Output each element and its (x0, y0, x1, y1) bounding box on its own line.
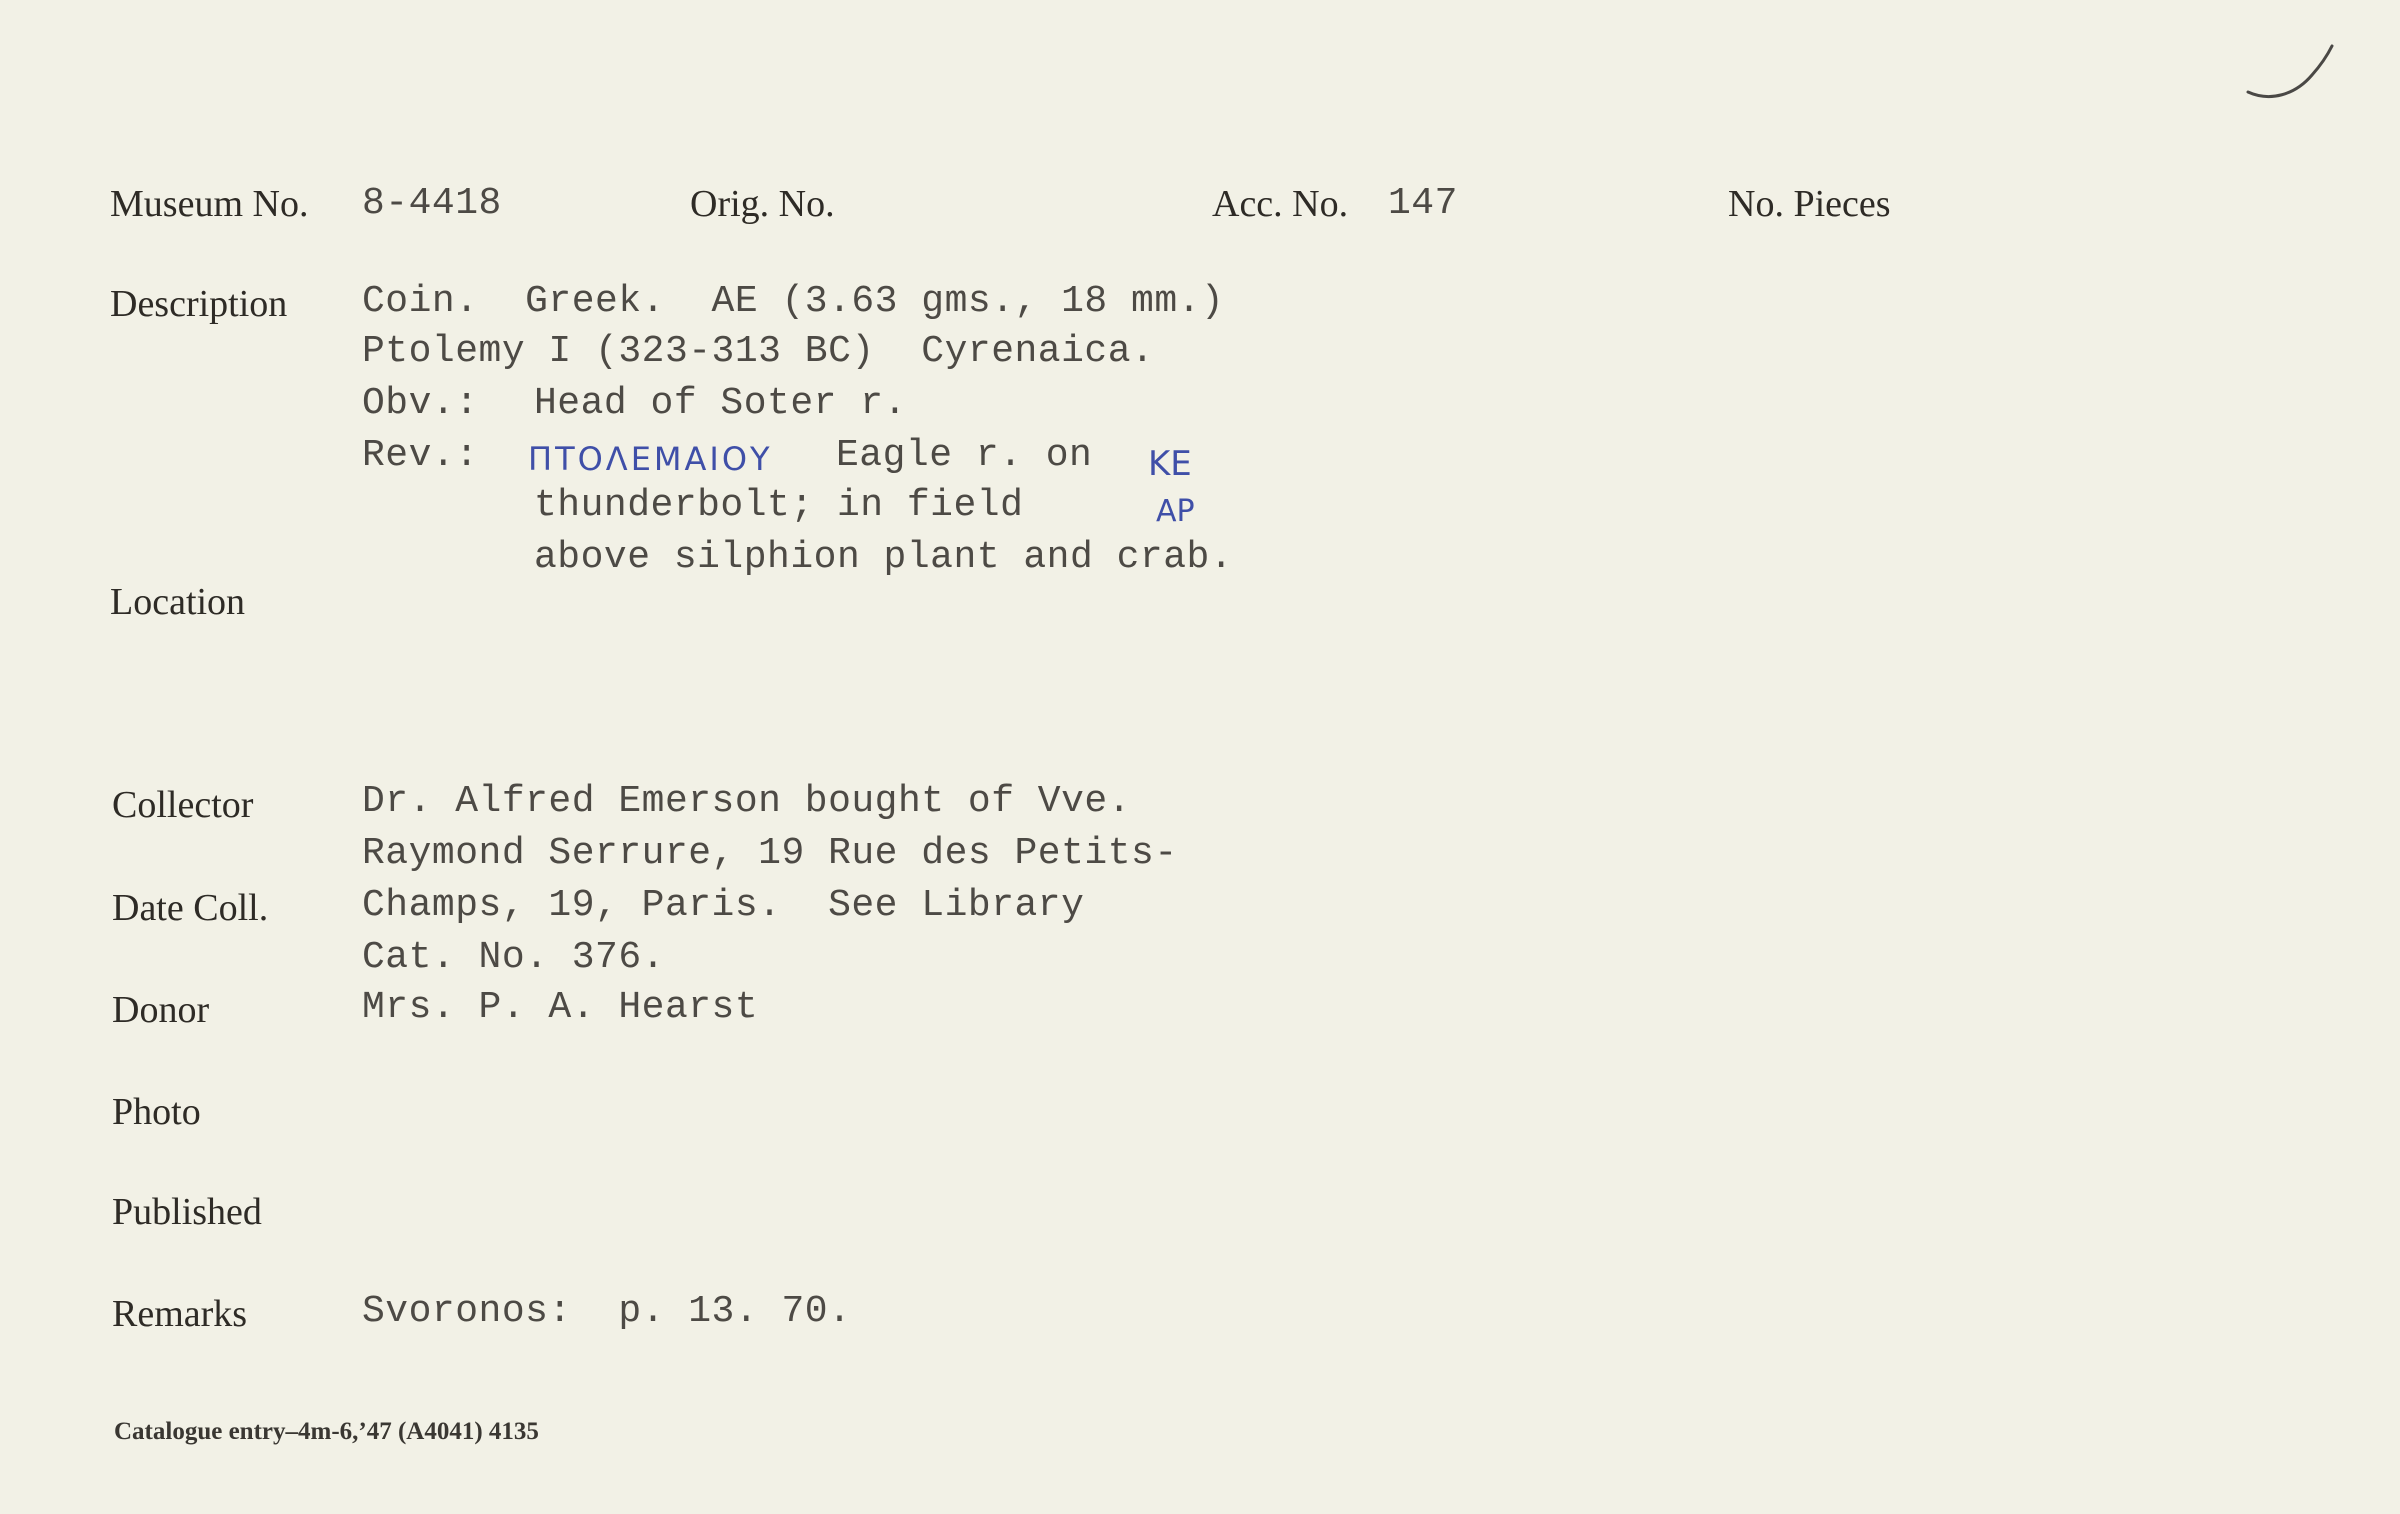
no-pieces-label: No. Pieces (1728, 183, 1891, 225)
photo-label: Photo (112, 1091, 201, 1133)
collector-line-2: Raymond Serrure, 19 Rue des Petits- (362, 832, 1178, 875)
published-label: Published (112, 1191, 262, 1233)
collector-line-1: Dr. Alfred Emerson bought of Vve. (362, 780, 1132, 823)
acc-no-value: 147 (1388, 182, 1458, 225)
greek-legend: ΠΤΟΛΕΜΑΙΟΥ (528, 440, 773, 478)
monogram-1: ΚΕ (1148, 444, 1192, 484)
reverse-prefix: Rev.: (362, 434, 479, 477)
location-label: Location (110, 581, 246, 623)
collector-label: Collector (112, 784, 254, 826)
date-coll-label: Date Coll. (112, 887, 269, 929)
description-label: Description (110, 283, 288, 325)
acc-no-label: Acc. No. (1212, 183, 1349, 225)
orig-no-label: Orig. No. (690, 183, 835, 225)
reverse-line-2: thunderbolt; in field (534, 484, 1024, 527)
check-mark-icon (2240, 40, 2340, 110)
remarks-value: Svoronos: p. 13. 70. (362, 1290, 852, 1333)
collector-line-3: Champs, 19, Paris. See Library (362, 884, 1085, 927)
monogram-2: ΑΡ (1156, 494, 1195, 529)
donor-value: Mrs. P. A. Hearst (362, 986, 759, 1029)
remarks-label: Remarks (112, 1293, 248, 1335)
reverse-text: Eagle r. on (836, 434, 1093, 477)
catalogue-footer: Catalogue entry–4m-6,’47 (A4041) 4135 (114, 1418, 539, 1445)
obverse-prefix: Obv.: (362, 382, 479, 425)
museum-no-value: 8-4418 (362, 182, 502, 225)
museum-no-label: Museum No. (110, 183, 309, 225)
donor-label: Donor (112, 989, 210, 1031)
reverse-line-3: above silphion plant and crab. (534, 536, 1234, 579)
obverse-text: Head of Soter r. (534, 382, 907, 425)
description-line-2: Ptolemy I (323-313 BC) Cyrenaica. (362, 330, 1155, 373)
description-line-1: Coin. Greek. AE (3.63 gms., 18 mm.) (362, 280, 1225, 323)
collector-line-4: Cat. No. 376. (362, 936, 665, 979)
